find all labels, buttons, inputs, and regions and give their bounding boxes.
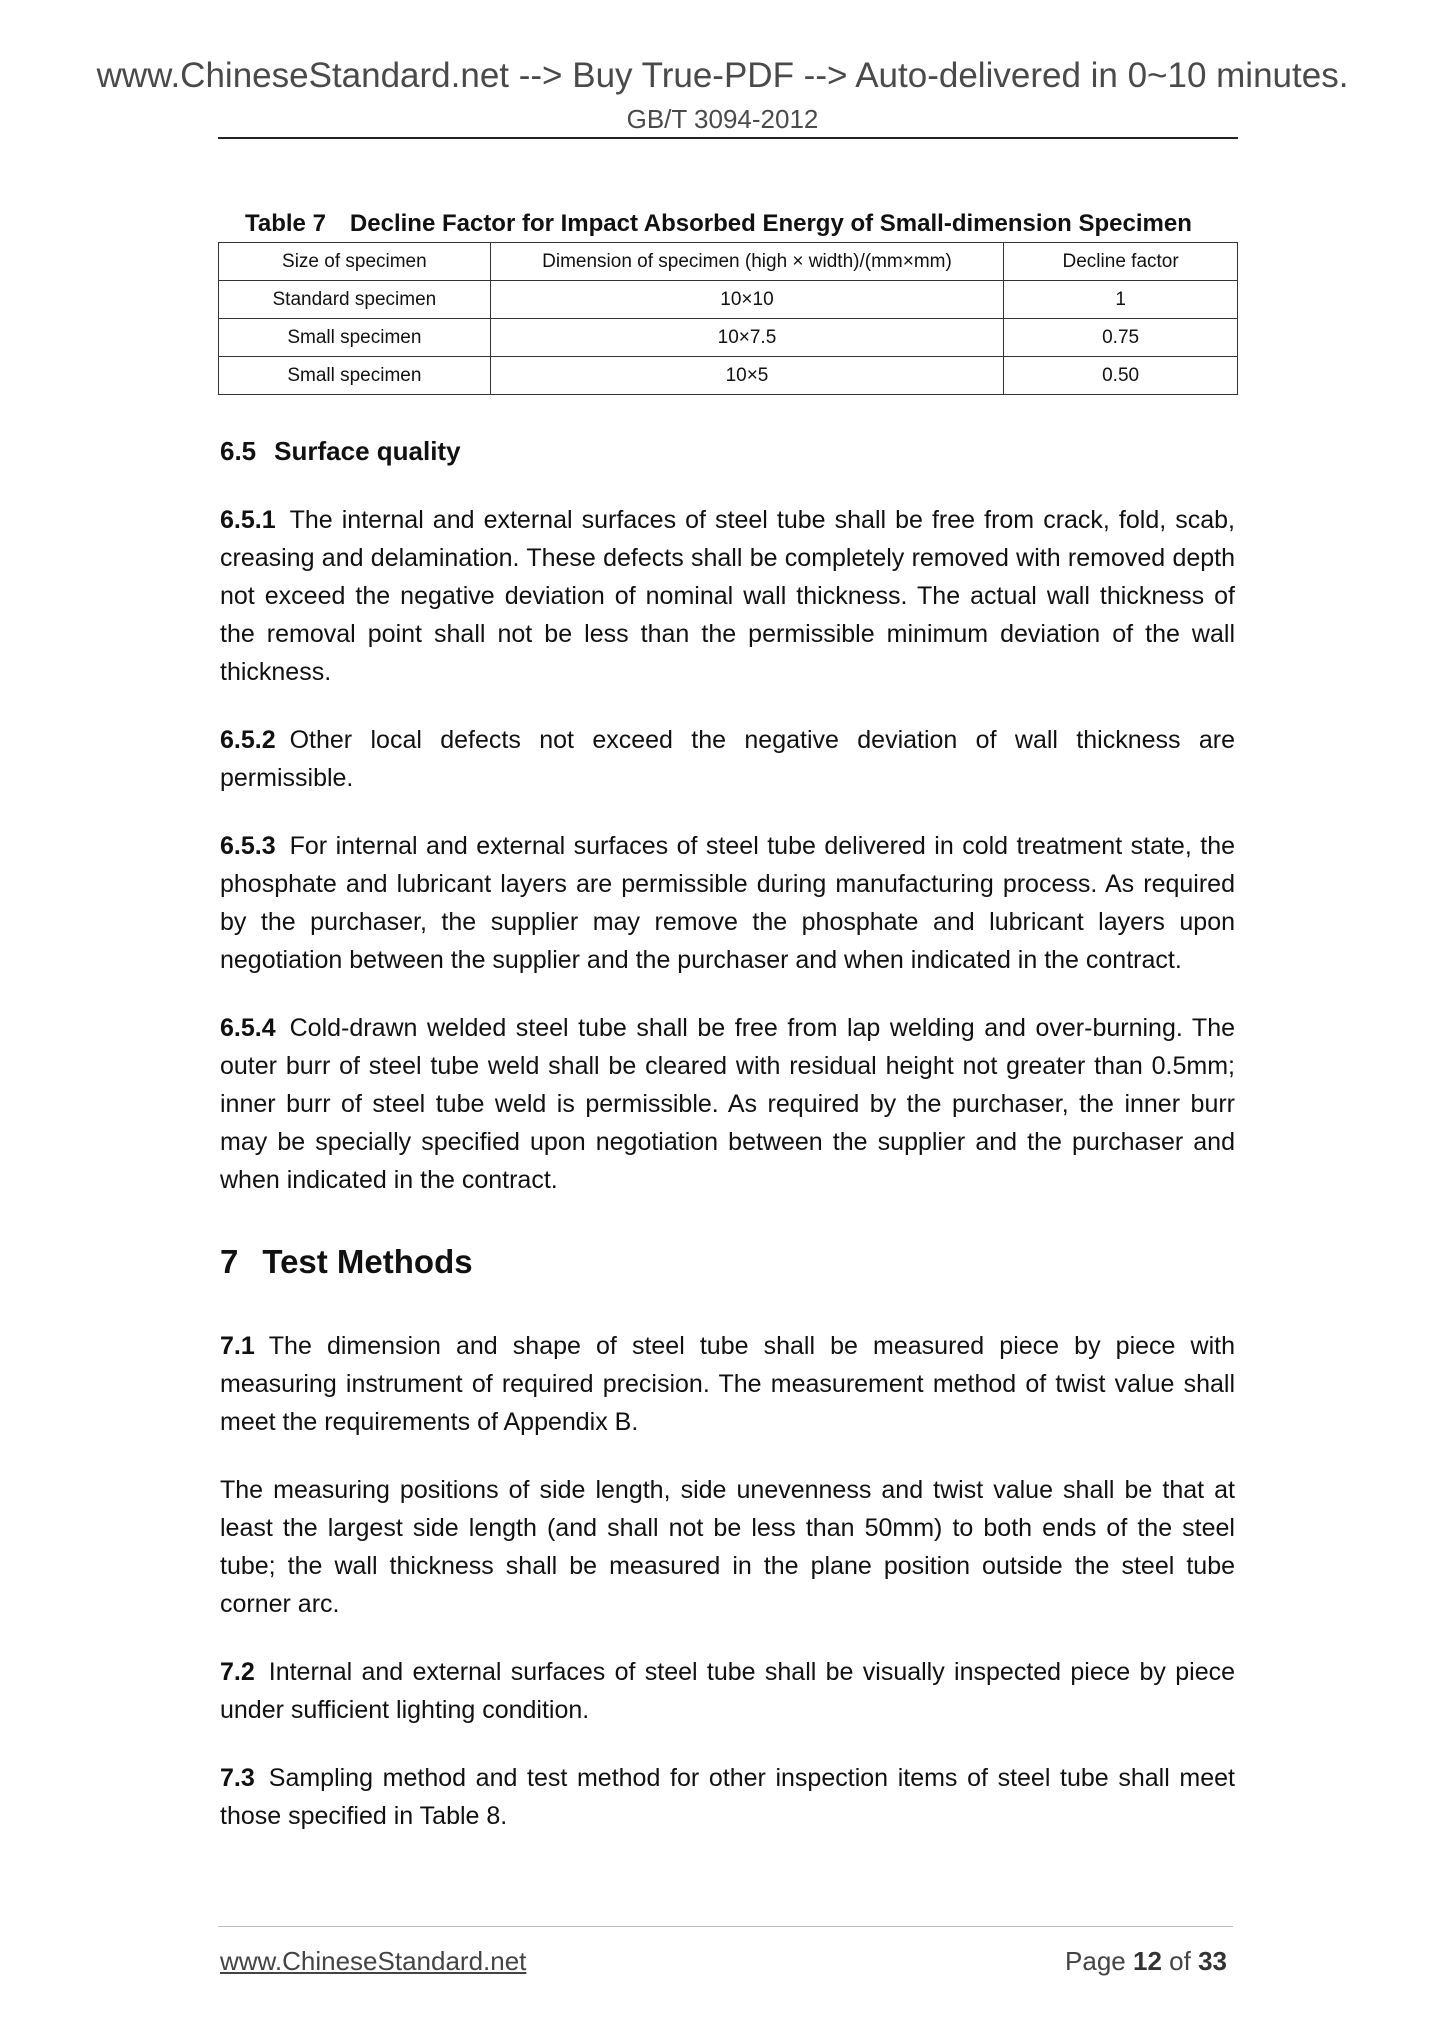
table-cell: 1	[1004, 281, 1238, 319]
clause-6-5-4: 6.5.4 Cold-drawn welded steel tube shall be free from lap welding and over-burning. The outer burr of steel tube weld shall be cleared with residual height not greater than 0.5mm; inner burr of steel tube weld is permissible. As required by the purchaser, the inner burr may be specially specified upon negotiation between the supplier and the purchaser and when indicated in the contract.	[220, 1014, 1235, 1194]
clause-7-2: 7.2 Internal and external surfaces of steel tube shall be visually inspected piece by piece under sufficient lighting condition.	[220, 1658, 1235, 1724]
clause-6-5-1: 6.5.1 The internal and external surfaces of steel tube shall be free from crack, fold, scab, creasing and delamination. These defects shall be completely removed with removed depth not exceed the negative deviation of nominal wall thickness. The actual wall thickness of the removal point shall not be less than the permissible minimum deviation of the wall thickness.	[220, 506, 1235, 686]
footer-divider	[218, 1926, 1233, 1927]
page-indicator: Page 12 of 33	[1065, 1946, 1227, 1976]
table-cell: 0.75	[1004, 319, 1238, 357]
clause-7-1: 7.1 The dimension and shape of steel tube shall be measured piece by piece with measuring instrument of required precision. The measurement method of twist value shall meet the requirements of Appendix B.	[220, 1332, 1235, 1436]
table-cell: 10×7.5	[490, 319, 1003, 357]
footer-website-link[interactable]: www.ChineseStandard.net	[220, 1946, 527, 1976]
document-id: GB/T 3094-2012	[626, 104, 819, 134]
header-divider	[218, 137, 1238, 139]
table-header-cell: Decline factor	[1004, 243, 1238, 281]
clause-6-5-3: 6.5.3 For internal and external surfaces of steel tube delivered in cold treatment state, the phosphate and lubricant layers are permissible during manufacturing process. As required by the purchaser, the supplier may remove the phosphate and lubricant layers upon negotiation between the supplier and the purchaser and when indicated in the contract.	[220, 832, 1235, 974]
current-page: 12	[1133, 1946, 1162, 1976]
table-7-caption	[245, 210, 1192, 238]
total-pages: 33	[1198, 1946, 1227, 1976]
table-header-cell: Dimension of specimen (high × width)/(mm×mm)	[490, 243, 1003, 281]
decline-factor-table	[218, 242, 1238, 395]
table-row	[219, 319, 1238, 357]
table-cell: Small specimen	[219, 357, 491, 395]
table-cell: 10×10	[490, 281, 1003, 319]
document-body	[220, 436, 1235, 1865]
table-cell: 10×5	[490, 357, 1003, 395]
table-header-cell: Size of specimen	[219, 243, 491, 281]
clause-6-5-2: 6.5.2 Other local defects not exceed the negative deviation of wall thickness are permissible.	[220, 726, 1235, 792]
table-cell: 0.50	[1004, 357, 1238, 395]
section-7-heading: 7 Test Methods	[220, 1243, 473, 1280]
clause-7-3: 7.3 Sampling method and test method for other inspection items of steel tube shall meet those specified in Table 8.	[220, 1764, 1235, 1830]
section-6-5-heading: 6.5 Surface quality	[220, 436, 461, 466]
clause-7-1-continued: The measuring positions of side length, side unevenness and twist value shall be that at least the largest side length (and shall not be less than 50mm) to both ends of the steel tube; the wall thickness shall be measured in the plane position outside the steel tube corner arc.	[220, 1476, 1235, 1618]
header-banner: www.ChineseStandard.net --> Buy True-PDF --> Auto-delivered in 0~10 minutes.	[96, 56, 1349, 95]
table-number: Table 7	[245, 210, 326, 237]
table-cell: Standard specimen	[219, 281, 491, 319]
table-header-row	[219, 243, 1238, 281]
table-title: Decline Factor for Impact Absorbed Energy of Small-dimension Specimen	[349, 210, 1192, 237]
table-row	[219, 357, 1238, 395]
table-cell: Small specimen	[219, 319, 491, 357]
table-row	[219, 281, 1238, 319]
